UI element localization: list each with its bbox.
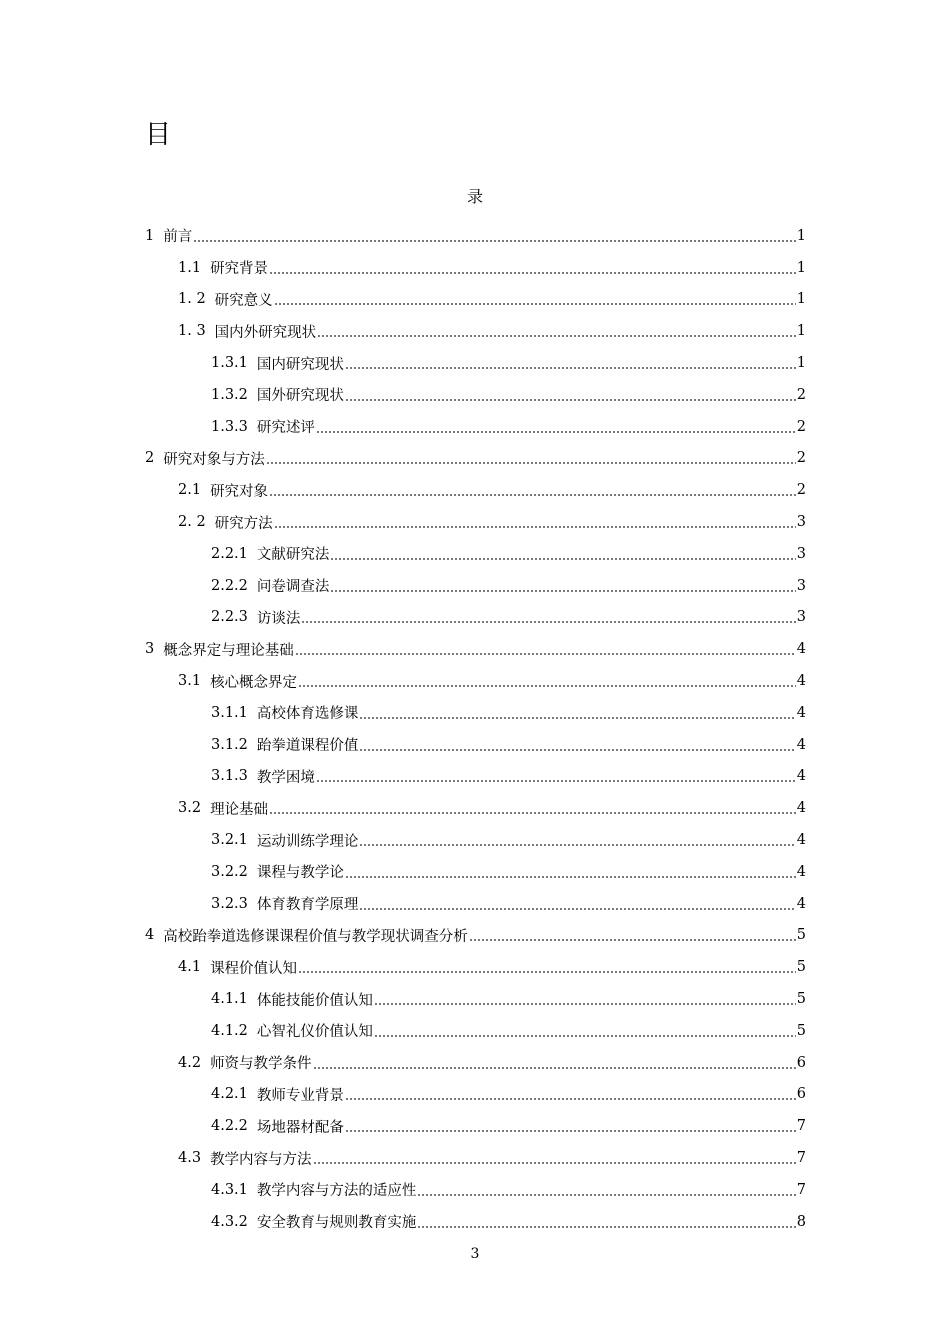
toc-dot-leader: [269, 494, 796, 496]
toc-entry-page: 4: [796, 863, 806, 880]
toc-entry-title: 核心概念界定: [210, 674, 298, 691]
toc-dot-leader: [417, 1226, 795, 1228]
toc-entry[interactable]: [145, 1079, 806, 1111]
toc-entry-title: 访谈法: [256, 610, 301, 627]
toc-entry-number: 1.3.2: [211, 386, 248, 403]
toc-entry-page: 5: [796, 1022, 806, 1039]
toc-entry-number: 1.1: [178, 259, 202, 276]
toc-heading-second-char: 录: [466, 187, 483, 206]
toc-dot-leader: [359, 908, 795, 910]
toc-entry-page: 2: [796, 482, 806, 499]
toc-entry-title: 师资与教学条件: [210, 1056, 312, 1073]
toc-entry-number: 1: [145, 227, 155, 244]
toc-entry-number: 4.3.2: [211, 1213, 248, 1230]
toc-entry-title: 文献研究法: [256, 547, 330, 564]
toc-entry-number: 3.2.2: [211, 863, 248, 880]
toc-entry-number: 2.2.2: [211, 577, 248, 594]
toc-entry-page: 5: [796, 959, 806, 976]
toc-entry-title: 体能技能价值认知: [256, 992, 373, 1009]
toc-entry-title: 研究方法: [214, 515, 273, 532]
toc-entry[interactable]: [145, 761, 806, 793]
toc-dot-leader: [298, 971, 796, 973]
toc-entry-page: 2: [796, 418, 806, 435]
toc-entry-title: 安全教育与规则教育实施: [256, 1215, 417, 1232]
toc-entry-page: 4: [796, 800, 806, 817]
toc-entry-page: 7: [796, 1150, 806, 1166]
toc-entry-page: 4: [796, 895, 806, 912]
toc-entry[interactable]: [145, 888, 806, 920]
toc-dot-leader: [359, 844, 795, 846]
toc-entry[interactable]: [145, 1206, 806, 1238]
toc-entry-number: 4.1.2: [211, 1022, 248, 1039]
toc-dot-leader: [345, 399, 796, 401]
toc-dot-leader: [417, 1194, 795, 1196]
toc-entry-page: 1: [796, 323, 806, 340]
toc-entry[interactable]: [145, 1015, 806, 1047]
toc-entry[interactable]: [145, 983, 806, 1015]
toc-dot-leader: [274, 526, 796, 528]
toc-entry-page: 6: [796, 1086, 806, 1103]
toc-entry-title: 课程与教学论: [256, 865, 344, 882]
toc-entry-title: 教学困境: [256, 769, 315, 786]
toc-entry-title: 课程价值认知: [210, 960, 298, 977]
toc-entry[interactable]: [145, 570, 806, 602]
toc-entry[interactable]: [145, 856, 806, 888]
toc-entry-number: 4.1: [178, 959, 202, 976]
toc-entry-page: 1: [796, 291, 806, 308]
toc-dot-leader: [345, 367, 796, 369]
toc-entry[interactable]: [145, 220, 806, 252]
toc-entry-title: 研究对象: [210, 483, 269, 500]
toc-entry[interactable]: [145, 920, 806, 952]
toc-entry-page: 1: [796, 259, 806, 276]
toc-entry-title: 跆拳道课程价值: [256, 738, 359, 755]
toc-entry-title: 前言: [163, 229, 193, 246]
toc-entry[interactable]: [145, 411, 806, 443]
toc-entry-number: 3.2.3: [211, 895, 248, 912]
toc-entry-title: 心智礼仪价值认知: [256, 1024, 373, 1041]
toc-entry-title: 理论基础: [210, 801, 269, 818]
toc-entry[interactable]: [145, 951, 806, 983]
page-number: 3: [470, 1246, 480, 1262]
toc-dot-leader: [317, 335, 796, 337]
toc-entry-title: 研究对象与方法: [163, 451, 265, 468]
toc-dot-leader: [269, 272, 796, 274]
toc-dot-leader: [330, 558, 795, 560]
toc-dot-leader: [298, 685, 796, 687]
toc-dot-leader: [274, 303, 796, 305]
toc-dot-leader: [359, 749, 795, 751]
toc-entry-title: 体育教育学原理: [256, 897, 359, 914]
toc-entry-page: 5: [796, 927, 806, 944]
toc-entry-page: 7: [796, 1181, 806, 1198]
toc-dot-leader: [269, 812, 796, 814]
toc-entry[interactable]: [145, 1047, 806, 1079]
toc-entry-number: 4.3.1: [211, 1181, 248, 1198]
toc-entry[interactable]: [145, 1174, 806, 1206]
toc-dot-leader: [345, 1098, 796, 1100]
toc-entry-page: 4: [796, 704, 806, 721]
toc-entry-number: 2: [145, 450, 155, 467]
toc-entry[interactable]: [145, 824, 806, 856]
toc-entry-number: 1. 3: [178, 323, 206, 340]
toc-dot-leader: [301, 621, 795, 623]
toc-dot-leader: [316, 431, 796, 433]
toc-entry[interactable]: [145, 633, 806, 665]
toc-dot-leader: [469, 939, 796, 941]
toc-entry-page: 4: [796, 832, 806, 849]
toc-entry-number: 2.2.1: [211, 545, 248, 562]
toc-dot-leader: [330, 590, 795, 592]
toc-entry[interactable]: [145, 792, 806, 824]
toc-entry[interactable]: [145, 665, 806, 697]
toc-entry-page: 8: [796, 1213, 806, 1230]
toc-dot-leader: [316, 780, 796, 782]
toc-entry[interactable]: [145, 443, 806, 475]
toc-entry-page: 1: [796, 227, 806, 244]
toc-entry-page: 2: [796, 450, 806, 467]
toc-dot-leader: [266, 462, 796, 464]
toc-entry[interactable]: [145, 284, 806, 316]
toc-heading-first-char: 目: [145, 120, 172, 150]
toc-entry-number: 3.1.2: [211, 736, 248, 753]
toc-entry-number: 1.3.3: [211, 418, 248, 435]
toc-entry-title: 教学内容与方法: [210, 1151, 312, 1168]
toc-entry-number: 4.3: [178, 1150, 202, 1166]
toc-dot-leader: [345, 1130, 796, 1132]
toc-entry-number: 3.1.3: [211, 768, 248, 785]
toc-entry[interactable]: [145, 538, 806, 570]
toc-entry-page: 4: [796, 673, 806, 690]
toc-entry-number: 3.2: [178, 800, 202, 817]
toc-entry-number: 3.1: [178, 673, 202, 690]
toc-dot-leader: [374, 1035, 796, 1037]
toc-entry-number: 4: [145, 927, 155, 944]
toc-entry-title: 研究意义: [214, 292, 273, 309]
toc-dot-leader: [193, 240, 796, 242]
toc-entry-number: 1. 2: [178, 291, 206, 308]
toc-entry-number: 4.1.1: [211, 991, 248, 1008]
toc-entry-number: 2.2.3: [211, 609, 248, 626]
toc-entry[interactable]: [145, 1110, 806, 1142]
toc-entry[interactable]: [145, 347, 806, 379]
toc-entry-number: 2.1: [178, 482, 202, 499]
toc-entry-title: 研究述评: [256, 420, 315, 437]
toc-entry[interactable]: [145, 315, 806, 347]
toc-entry-page: 3: [796, 545, 806, 562]
toc-entry-page: 4: [796, 641, 806, 658]
toc-dot-leader: [313, 1162, 796, 1164]
toc-entry-title: 概念界定与理论基础: [163, 642, 294, 659]
toc-entry-number: 3: [145, 641, 155, 658]
toc-entry[interactable]: [145, 506, 806, 538]
toc-entry[interactable]: [145, 697, 806, 729]
toc-entry-page: 3: [796, 609, 806, 626]
toc-entry-title: 国内研究现状: [256, 356, 344, 373]
toc-entry[interactable]: [145, 252, 806, 284]
toc-entry-number: 4.2: [178, 1054, 202, 1071]
toc-entry-number: 4.2.1: [211, 1086, 248, 1103]
toc-entry-title: 国内外研究现状: [214, 324, 317, 341]
toc-dot-leader: [345, 876, 796, 878]
toc-entry-title: 高校跆拳道选修课课程价值与教学现状调查分析: [163, 928, 468, 945]
toc-entry-title: 国外研究现状: [256, 388, 344, 405]
toc-entry-number: 3.2.1: [211, 832, 248, 849]
toc-dot-leader: [374, 1003, 796, 1005]
toc-entry-title: 教师专业背景: [256, 1087, 344, 1104]
toc-entry-title: 场地器材配备: [256, 1119, 344, 1136]
toc-entry-title: 研究背景: [210, 261, 269, 278]
toc-entry-number: 4.2.2: [211, 1118, 248, 1135]
toc-entry-page: 1: [796, 355, 806, 372]
toc-entry[interactable]: [145, 602, 806, 634]
toc-dot-leader: [359, 717, 795, 719]
toc-dot-leader: [313, 1067, 796, 1069]
toc-entry-page: 4: [796, 768, 806, 785]
toc-entry-page: 2: [796, 386, 806, 403]
toc-entry[interactable]: [145, 1142, 806, 1174]
toc-entry-title: 运动训练学理论: [256, 833, 359, 850]
toc-entry-page: 7: [796, 1118, 806, 1135]
toc-entry-title: 教学内容与方法的适应性: [256, 1183, 417, 1200]
toc-entry-number: 3.1.1: [211, 704, 248, 721]
table-of-contents: [145, 220, 806, 1238]
toc-entry-page: 3: [796, 577, 806, 594]
toc-entry-page: 5: [796, 991, 806, 1008]
toc-entry-title: 高校体育选修课: [256, 706, 359, 723]
toc-entry-page: 4: [796, 736, 806, 753]
toc-entry-page: 6: [796, 1054, 806, 1071]
toc-entry[interactable]: [145, 474, 806, 506]
toc-dot-leader: [295, 653, 796, 655]
toc-entry-page: 3: [796, 514, 806, 531]
toc-entry[interactable]: [145, 379, 806, 411]
toc-entry-number: 1.3.1: [211, 355, 248, 372]
toc-entry-title: 问卷调查法: [256, 579, 330, 596]
toc-entry[interactable]: [145, 729, 806, 761]
toc-entry-number: 2. 2: [178, 514, 206, 531]
